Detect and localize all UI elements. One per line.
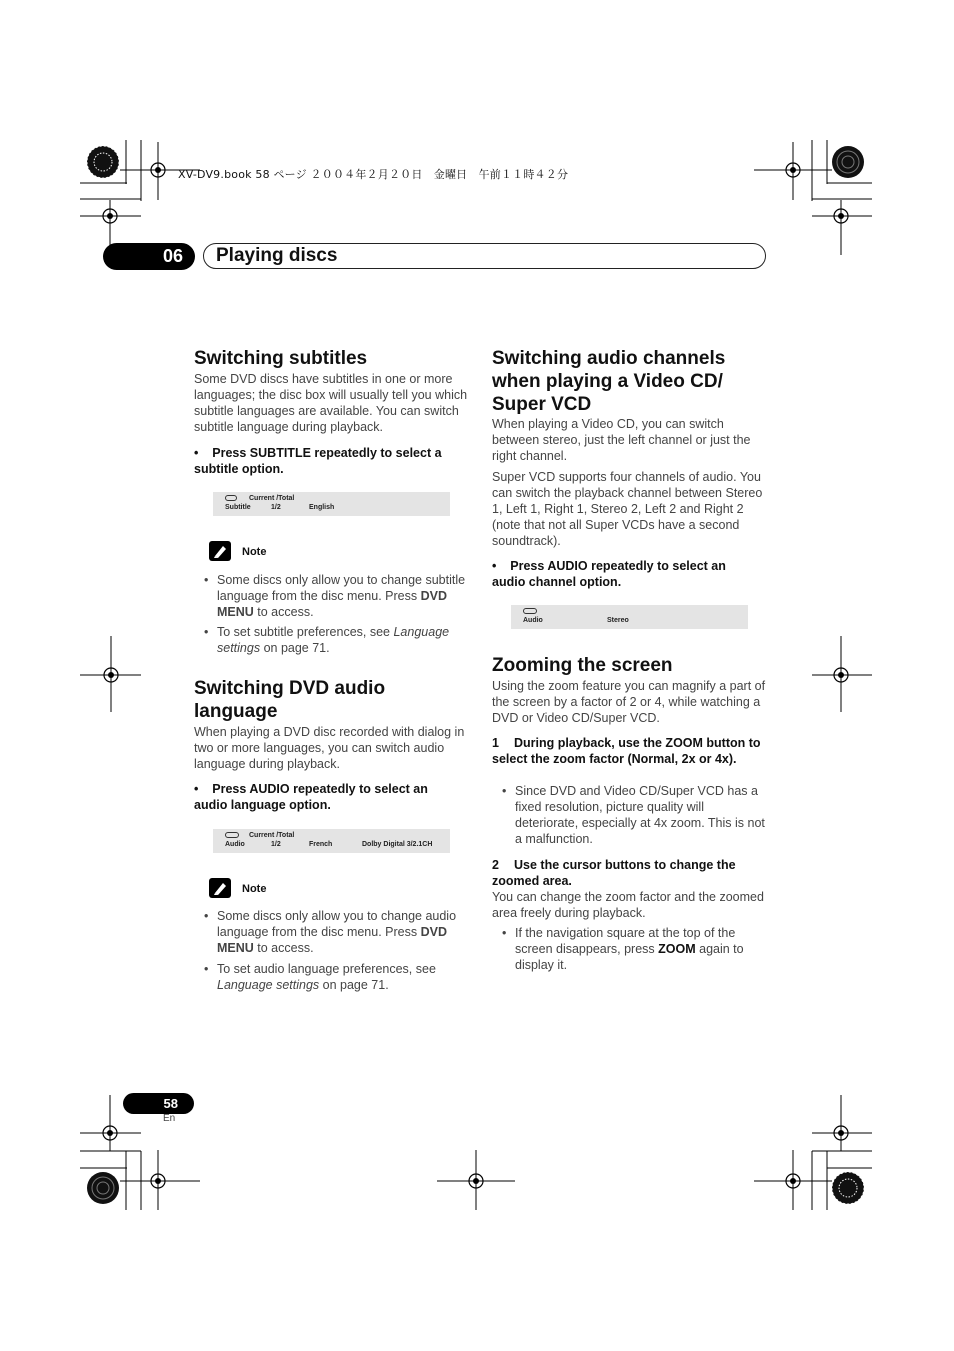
step-2-text: Use the cursor buttons to change the zoomed area. <box>492 858 736 888</box>
osd-language: French <box>309 841 333 848</box>
audio-lang-body: When playing a DVD disc recorded with dialog in two or more languages, you can switch audio language during playback. <box>194 725 465 771</box>
osd-label: Audio <box>225 841 245 848</box>
note-label: Note <box>242 546 267 558</box>
subtitles-body: Some DVD discs have subtitles in one or more languages; the disc box will usually tell you which subtitle languages are available. You can switch subtitle language during playback. <box>194 372 468 434</box>
audio-lang-osd-display <box>213 829 450 853</box>
chapter-number: 06 <box>103 243 195 270</box>
note-pencil-icon <box>209 541 231 561</box>
heading-switching-dvd-audio: Switching DVD audio language <box>194 678 386 722</box>
step-2-body: You can change the zoom factor and the zoomed area freely during playback. <box>492 890 764 920</box>
audio-icon <box>523 608 537 614</box>
subtitle-note-2: • To set subtitle preferences, see Language settings on page 71. <box>204 625 450 655</box>
audio-lang-note-2: • To set audio language preferences, see Language settings on page 71. <box>204 962 436 992</box>
step-2-number: 2 <box>492 858 499 872</box>
heading-switching-audio-channels: Switching audio channels when playing a Video CD/ Super VCD <box>492 348 726 415</box>
audio-channels-body-1: When playing a Video CD, you can switch between stereo, just the left channel or just the right channel. <box>492 417 751 463</box>
osd-value: 1/2 <box>271 504 281 511</box>
page-language: En <box>163 1113 176 1124</box>
osd-language: English <box>309 504 335 511</box>
osd-value: 1/2 <box>271 841 281 848</box>
heading-zooming-the-screen: Zooming the screen <box>492 655 673 676</box>
audio-lang-note-1: • Some discs only allow you to change audio language from the disc menu. Press DVD MENU to access. <box>204 909 457 955</box>
step-1-number: 1 <box>492 736 499 750</box>
audio-icon <box>225 832 239 838</box>
step-1-bullet: • Since DVD and Video CD/Super VCD has a fixed resolution, picture quality will deteriorate, especially at 4x zoom. This is not a malfunction. <box>502 784 765 846</box>
file-meta: XV-DV9.book 58 ページ ２００４年２月２０日 金曜日 午前１１時４２分 <box>178 168 569 181</box>
chapter-title: Playing discs <box>216 245 338 266</box>
subtitle-note-1: • Some discs only allow you to change subtitle language from the disc menu. Press DVD MENU to access. <box>204 573 466 619</box>
zoom-body: Using the zoom feature you can magnify a part of the screen by a factor of 2 or 4, while watching a DVD or Video CD/Super VCD. <box>492 679 766 725</box>
audio-channels-body-2: Super VCD supports four channels of audio. You can switch the playback channel between Stereo 1, Left 1, Right 1, Stereo 2, Left 2 and Right 2 (note that not all Super VCDs have a second soundtrack). <box>492 470 763 548</box>
osd-format: Dolby Digital 3/2.1CH <box>362 841 433 848</box>
audio-channels-instruction: • Press AUDIO repeatedly to select an audio channel option. <box>492 559 726 589</box>
osd-col-header: Current /Total <box>249 495 295 502</box>
osd-value: Stereo <box>607 617 629 624</box>
audio-lang-instruction: • Press AUDIO repeatedly to select an audio language option. <box>194 782 428 812</box>
osd-col-header: Current /Total <box>249 832 295 839</box>
subtitles-instruction: • Press SUBTITLE repeatedly to select a subtitle option. <box>194 446 442 476</box>
heading-switching-subtitles: Switching subtitles <box>194 348 368 369</box>
page-number: 58 <box>123 1093 194 1114</box>
step-2-bullet: • If the navigation square at the top of the screen disappears, press ZOOM again to display it. <box>502 926 744 972</box>
subtitle-osd-display <box>213 492 450 516</box>
osd-label: Subtitle <box>225 504 251 511</box>
audio-channel-osd-display <box>511 605 748 629</box>
note-pencil-icon <box>209 878 231 898</box>
note-label: Note <box>242 883 267 895</box>
subtitle-icon <box>225 495 237 501</box>
step-1-text: During playback, use the ZOOM button to select the zoom factor (Normal, 2x or 4x). <box>492 736 761 766</box>
osd-label: Audio <box>523 617 543 624</box>
